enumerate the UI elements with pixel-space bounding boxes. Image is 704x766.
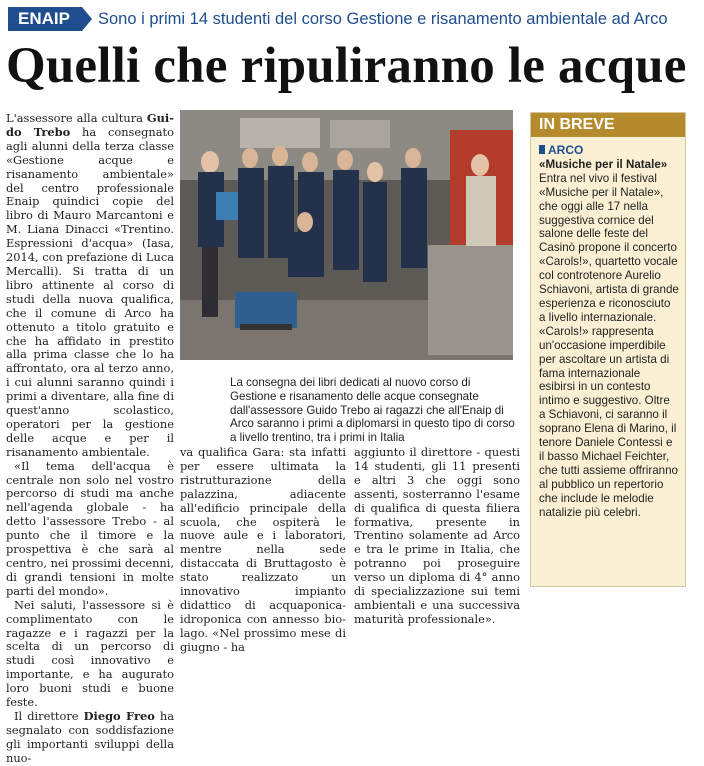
- article-paragraph: «Il tema dell'acqua è centrale non solo nel vostro percorso di studi ma anche nell'agenda globale - ha detto l'assessore Trebo - al punto che il timore e la prospettiva è che sarà al centro, nei prossimi decenni, di grandi tensioni in molte parti del mondo».: [6, 458, 175, 598]
- sidebar-place: ARCO: [539, 144, 679, 158]
- sidebar-header: IN BREVE: [531, 113, 685, 137]
- kicker: [8, 6, 668, 32]
- sidebar-text: Entra nel vivo il festival «Musiche per il Natale», che oggi alle 17 nella suggestiva cornice del salone delle feste del Casinò propone il concerto «Carols!», quartetto vocale col controtenore Aurelio Schiavoni, artista di grande esperienza e riconosciuto a livello internazionale. «Carols!» rappresenta un'occasione imperdibile per ascoltare un artista di fama internazionale esibirsi in un contesto intimo e suggestivo. Oltre a Schiavoni, ci saranno il soprano Elena di Marino, il tenore Daniele Contessi e il basso Michael Feichter, che tutti assieme offriranno al pubblico un repertorio che include le melodie natalizie più celebri.: [539, 171, 679, 519]
- person-name: Gui-do Trebo: [6, 111, 174, 139]
- photo-image: [180, 110, 513, 360]
- article-paragraph: L'assessore alla cultura Gui-do Trebo ha consegnato agli alunni della terza classe «Gestione acque e risanamento ambientale» del centro professionale Enaip quindici copie del libro di Mauro Marcantoni e M. Liana Dinacci «Trentino. Espressioni d'acqua» (Iasa, 2014, con prefazione di Luca Mercalli). Si tratta di un libro attinente al corso di studi della nuova qualifica, che il comune di Arco ha ottenuto a titolo gratuito e che ha affidato in prestito alla prima classe che lo ha affrontato, ora al terzo anno, i cui alunni saranno quindi i primi a diventare, alla fine di quest'anno scolastico, operatori per la gestione delle acque e per il risanamento ambientale.: [6, 111, 174, 459]
- article-column-2: [180, 445, 346, 654]
- section-tag: ENAIP: [8, 7, 82, 31]
- article-column-3: [354, 445, 520, 626]
- kicker-text: Sono i primi 14 studenti del corso Gestione e risanamento ambientale ad Arco: [97, 9, 668, 28]
- caption-marker-icon: [180, 368, 220, 418]
- person-name: Diego Freo: [83, 708, 155, 723]
- article-paragraph: aggiunto il direttore - questi 14 studenti, gli 11 presenti e altri 3 che oggi sono assenti, sosterranno l'esame di qualifica di questa filiera formativa, presente in Trentino solamente ad Arco e tra le prime in Italia, che potranno poi proseguire verso un diploma di 4° anno di specializzazione sui temi ambientali e una successiva maturità professionale».: [354, 445, 520, 626]
- headline: Quelli che ripuliranno le acque: [6, 38, 687, 94]
- article-paragraph: Nei saluti, l'assessore si è complimentato con le ragazze e i ragazzi per la scelta di un percorso di studi così innovativo e importante, e ha augurato loro buoni studi e buone feste.: [6, 597, 174, 710]
- photo-caption: La consegna dei libri dedicati al nuovo corso di Gestione e risanamento delle acque consegnate dall'assessore Guido Trebo ai ragazzi che all'Enaip di Arco saranno i primi a diplomarsi in questo tipo di corso a livello trentino, tra i primi in Italia: [230, 376, 515, 445]
- sidebar-subtitle: «Musiche per il Natale»: [539, 157, 668, 171]
- article-paragraph: Il direttore Diego Freo ha segnalato con soddisfazione gli importanti sviluppi della nuo-: [6, 708, 175, 765]
- article-column-1: [6, 111, 175, 765]
- arrow-icon: [82, 7, 92, 31]
- article-paragraph: va qualifica Gara: sta infatti per essere ultimata la ristrutturazione della palazzina, adiacente all'edificio principale della scuola, che ospiterà le nuove aule e i laboratori, mentre nella sede distaccata di Bruttagosto è stato realizzato un innovativo impianto didattico di acquaponica-idroponica con annesso bio-lago. «Nel prossimo mese di giugno - ha: [180, 445, 346, 654]
- group-photo: [180, 110, 513, 360]
- in-brief-sidebar: [530, 112, 686, 587]
